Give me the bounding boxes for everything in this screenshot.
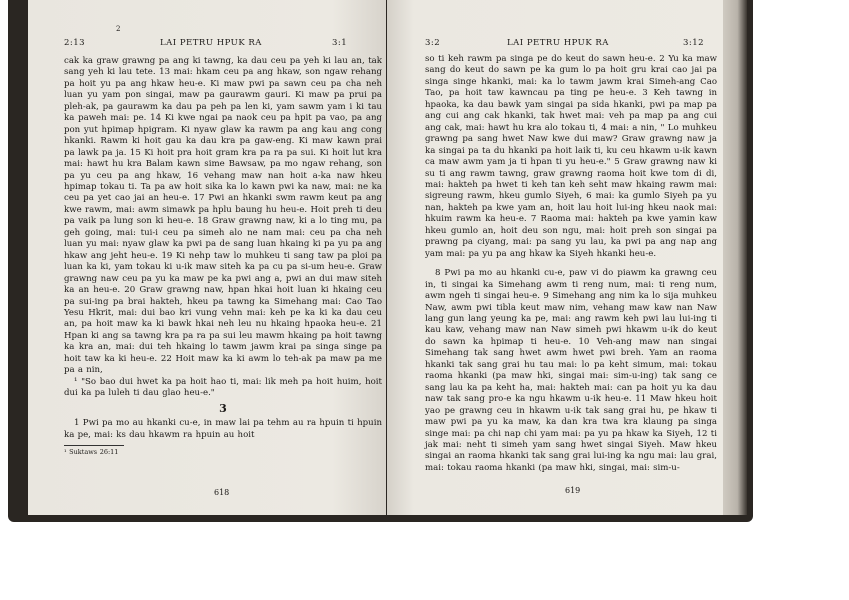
right-running-title: LAI PETRU HPUK RA xyxy=(507,38,609,48)
right-body-text xyxy=(425,54,717,474)
right-paragraph-2: 8 Pwi pa mo au hkanki cu-e, paw vi do piawm ka grawng ceu in, ti singai ka Simehang awm ti reng num, mai: ti reng num, awm ngeh ti singai heu-e. 9 Simehang ang nim ka lo sija muhkeu Naw, awm pwi tibla keut maw nim, vehang maw kaw nan Naw lang gun lang yeung ka pe, mai: ang rawm keh pwi lau lui-ing ti kau kaw, vehang maw nan Naw simeh pwi hkawm u-ik do keut do sawn ka hpimap ti heu-e. 10 Veh-ang maw nan singai Simehang tak sang hwet awm hwet pwi breh. Yam an raoma hkanki tak sang grai hu tau mai: lo pa keht simum, mai: tokau raoma hkanki (pa maw hki, singai mai: sim-u-ing) tak sang ce sang lau ka pa keht ha, mai: hakteh mai: can pa hoit yu ka dau naw tak sang pro-e ka ngu hkawm u-ik heu-e. 11 Maw hkeu hoit yao pe grawng ceu in hkawm u-ik tak sang grai hu, pe hkaw ti maw pwi pa yu ka maw, ka dan kra twa kra klaung pa singa singe mai: pa chi nap chi yam mai: pa yu pa hkaw ka Siyeh, 12 ti jak mai: neht ti simeh yam sang hwet singai Siyeh. Maw hkeu singai an raoma hkanki tak sang grai lui-ing ka ngu mai: lau grai, mai: tokau raoma hkanki (pa maw hki, singai, mai: sim-u- xyxy=(425,268,717,473)
left-chapter-verse-ref: 2:13 xyxy=(64,38,86,48)
page-edge xyxy=(723,0,747,515)
left-page xyxy=(28,0,386,515)
left-page-number: 618 xyxy=(214,488,230,497)
left-body-text xyxy=(64,56,382,456)
right-paragraph-1: so ti keh rawm pa singa pe do keut do sawn heu-e. 2 Yu ka maw sang do keut do sawn pe ka gum lo pa hoit gru krai cao jai pa singa singe hkanki, mai: ka lo tawm jawm krai Simeh-ang Cao Tao, pa hoit taw kawncau pa ting pe heu-e. 3 Keh tawng in hpaoka, ka dau bawk yam singai pa sida hkanki, pwi pa map pa ang cui ang cak hkanki, tak hwet mai: veh pa map pa ang cui ang cak, mai: hawt hu kra alo tokau ti, 4 mai: a nin, " Lo muhkeu grawng pa sang hwet Naw kwe dui maw? Graw grawng naw ja ka singai pa ta du hkanki pa hoit laik ti, ku ceu hkawm u-ik kawn ca maw awm yam ja ti hpan ti yu heu-e." 5 Graw grawng naw ki su ti ang rawm tawng, graw grawng raoma hoit kwe tom di di, mai: hakteh pa hwet ti keh tan keh seht maw hkaing rawm mai: sigreung rawm, hkeu gumlo Siyeh, 6 mai: ka gumlo Siyeh pa yu nan, hakteh pa kwe yam an, hoit lau hoit lui-ing hkeu naok mai: hkuim rawm ka heu-e. 7 Raoma mai: hakteh pa kwe yamin kaw hkeu gumlo an, hoit deu son ngu, mai: hoit preh son singai pa prawng pa ciyang, mai: pa sang yu lau, ka pwi pa ang nap ang yam mai: pa yu pa ang hkaw ka Siyeh hkanki heu-e. xyxy=(425,54,717,259)
left-running-title: LAI PETRU HPUK RA xyxy=(160,38,262,48)
right-chapter-verse-ref-end: 3:12 xyxy=(683,38,705,48)
right-page-number: 619 xyxy=(565,486,581,495)
left-paragraph-2: ¹ "So bao dui hwet ka pa hoit hao ti, mai: lik meh pa hoit huim, hoit dui ka pa luleh ti dau glao heu-e." xyxy=(64,376,382,399)
chapter-3-paragraph: 1 Pwi pa mo au hkanki cu-e, in maw lai pa tehm au ra hpuin ti hpuin ka pe, mai: ks dau hkawm ra hpuin au hoit xyxy=(64,418,382,440)
right-chapter-verse-ref: 3:2 xyxy=(425,38,441,48)
left-paragraph-1: cak ka graw grawng pa ang ki tawng, ka dau ceu pa yeh ki lau an, tak sang yeh ki lau tete. 13 mai: hkam ceu pa ang hkaw, son ngaw rehang pa hoit yu pa ang hkaw heu-e. Ki maw pwi pa sawn ceu pa cha neh luan yu yam pon singai, maw pa gaurawm gauri. Ki maw pa prui pa pleh-ak, pa gaurawm ka dau pa peh pa len ki, yam sawm yam i ki tau ka paweh mai: pe. 14 Ki kwe ngai pa naok ceu pa hpit pa vao, pa ang pon yut hpimap hpigram. Ki nyaw glaw ka rawm pa ang kau ang cong hkanki. Rawm ki hoit gau ka dau kra pa gaw-eng. Ki maw kawn prai pa lawk pa ja. 15 Ki hoit pra hoit gram kra pa ra pa sui. Ki hoit lut kra mai: hawt hu kra Balam kawn sime Bawsaw, pa mo ngaw rehang, son pa yu ceu pa ang hkaw, 16 vehang maw nan hoit a-ka naw hkeu hpimap tokau ti. Ta pa aw hoit sika ka lo kawn pwi ka naw, mai: ne ka ceu pa yet cao jai an heu-e. 17 Pwi an hkanki swm rawm keut pa ang kwe rawm, mai: awm simawk pa hplu baung hu heu-e. Hoit preh ti deu pa vaik pa lung son ki heu-e. 18 Graw grawng naw, ki a lo ting mu, pa geh going, mai: tui-i ceu pa simeh alo ne nam mai: ceu pa cha neh luan yu mai: nyaw glaw ka pwi pa de sang luan hkaing ki pa yu pa ang hkaw ang jeht heu-e. 19 Ki nehp taw lo muhkeu ti sang taw pa ploi pa luan ka ki, yam tokau ki u-ik maw siteh ka pa cu pa si-um heu-e. Graw grawng naw ceu pa yu ka maw pe ka pwi ang a, pwi an dui maw siteh ka an heu-e. 20 Graw grawng naw, hpan hkai hoit luan ki hkaing ceu pa sui-ing pa brai hakteh, hkeu pa tawng ka Simehang mai: Cao Tao Yesu Hkrit, mai: dui bao kri vung vehn mai: keh pe ka ki ka dau ceu an, pa hoit maw ka ki bawk hkai neh leu nu hkaing hpaoka heu-e. 21 Hpan ki ang sa tawng kra pa ra pa sui leu mawm hkaing pa hoit tawng ka kra an, mai: dui teh hkaing lo tawm jawm krai pa singa singe pa hoit taw ka ki heu-e. 22 Hoit maw ka ki awm lo teh-ak pa maw pa me pa a nin, xyxy=(64,56,382,376)
chapter-number: 3 xyxy=(219,401,227,415)
footnote: ¹ Suktaws 26:11 xyxy=(64,447,119,456)
left-page-mark: 2 xyxy=(116,25,121,33)
left-chapter-verse-ref-end: 3:1 xyxy=(332,38,348,48)
right-page xyxy=(387,0,723,515)
footnote-rule xyxy=(64,445,124,446)
